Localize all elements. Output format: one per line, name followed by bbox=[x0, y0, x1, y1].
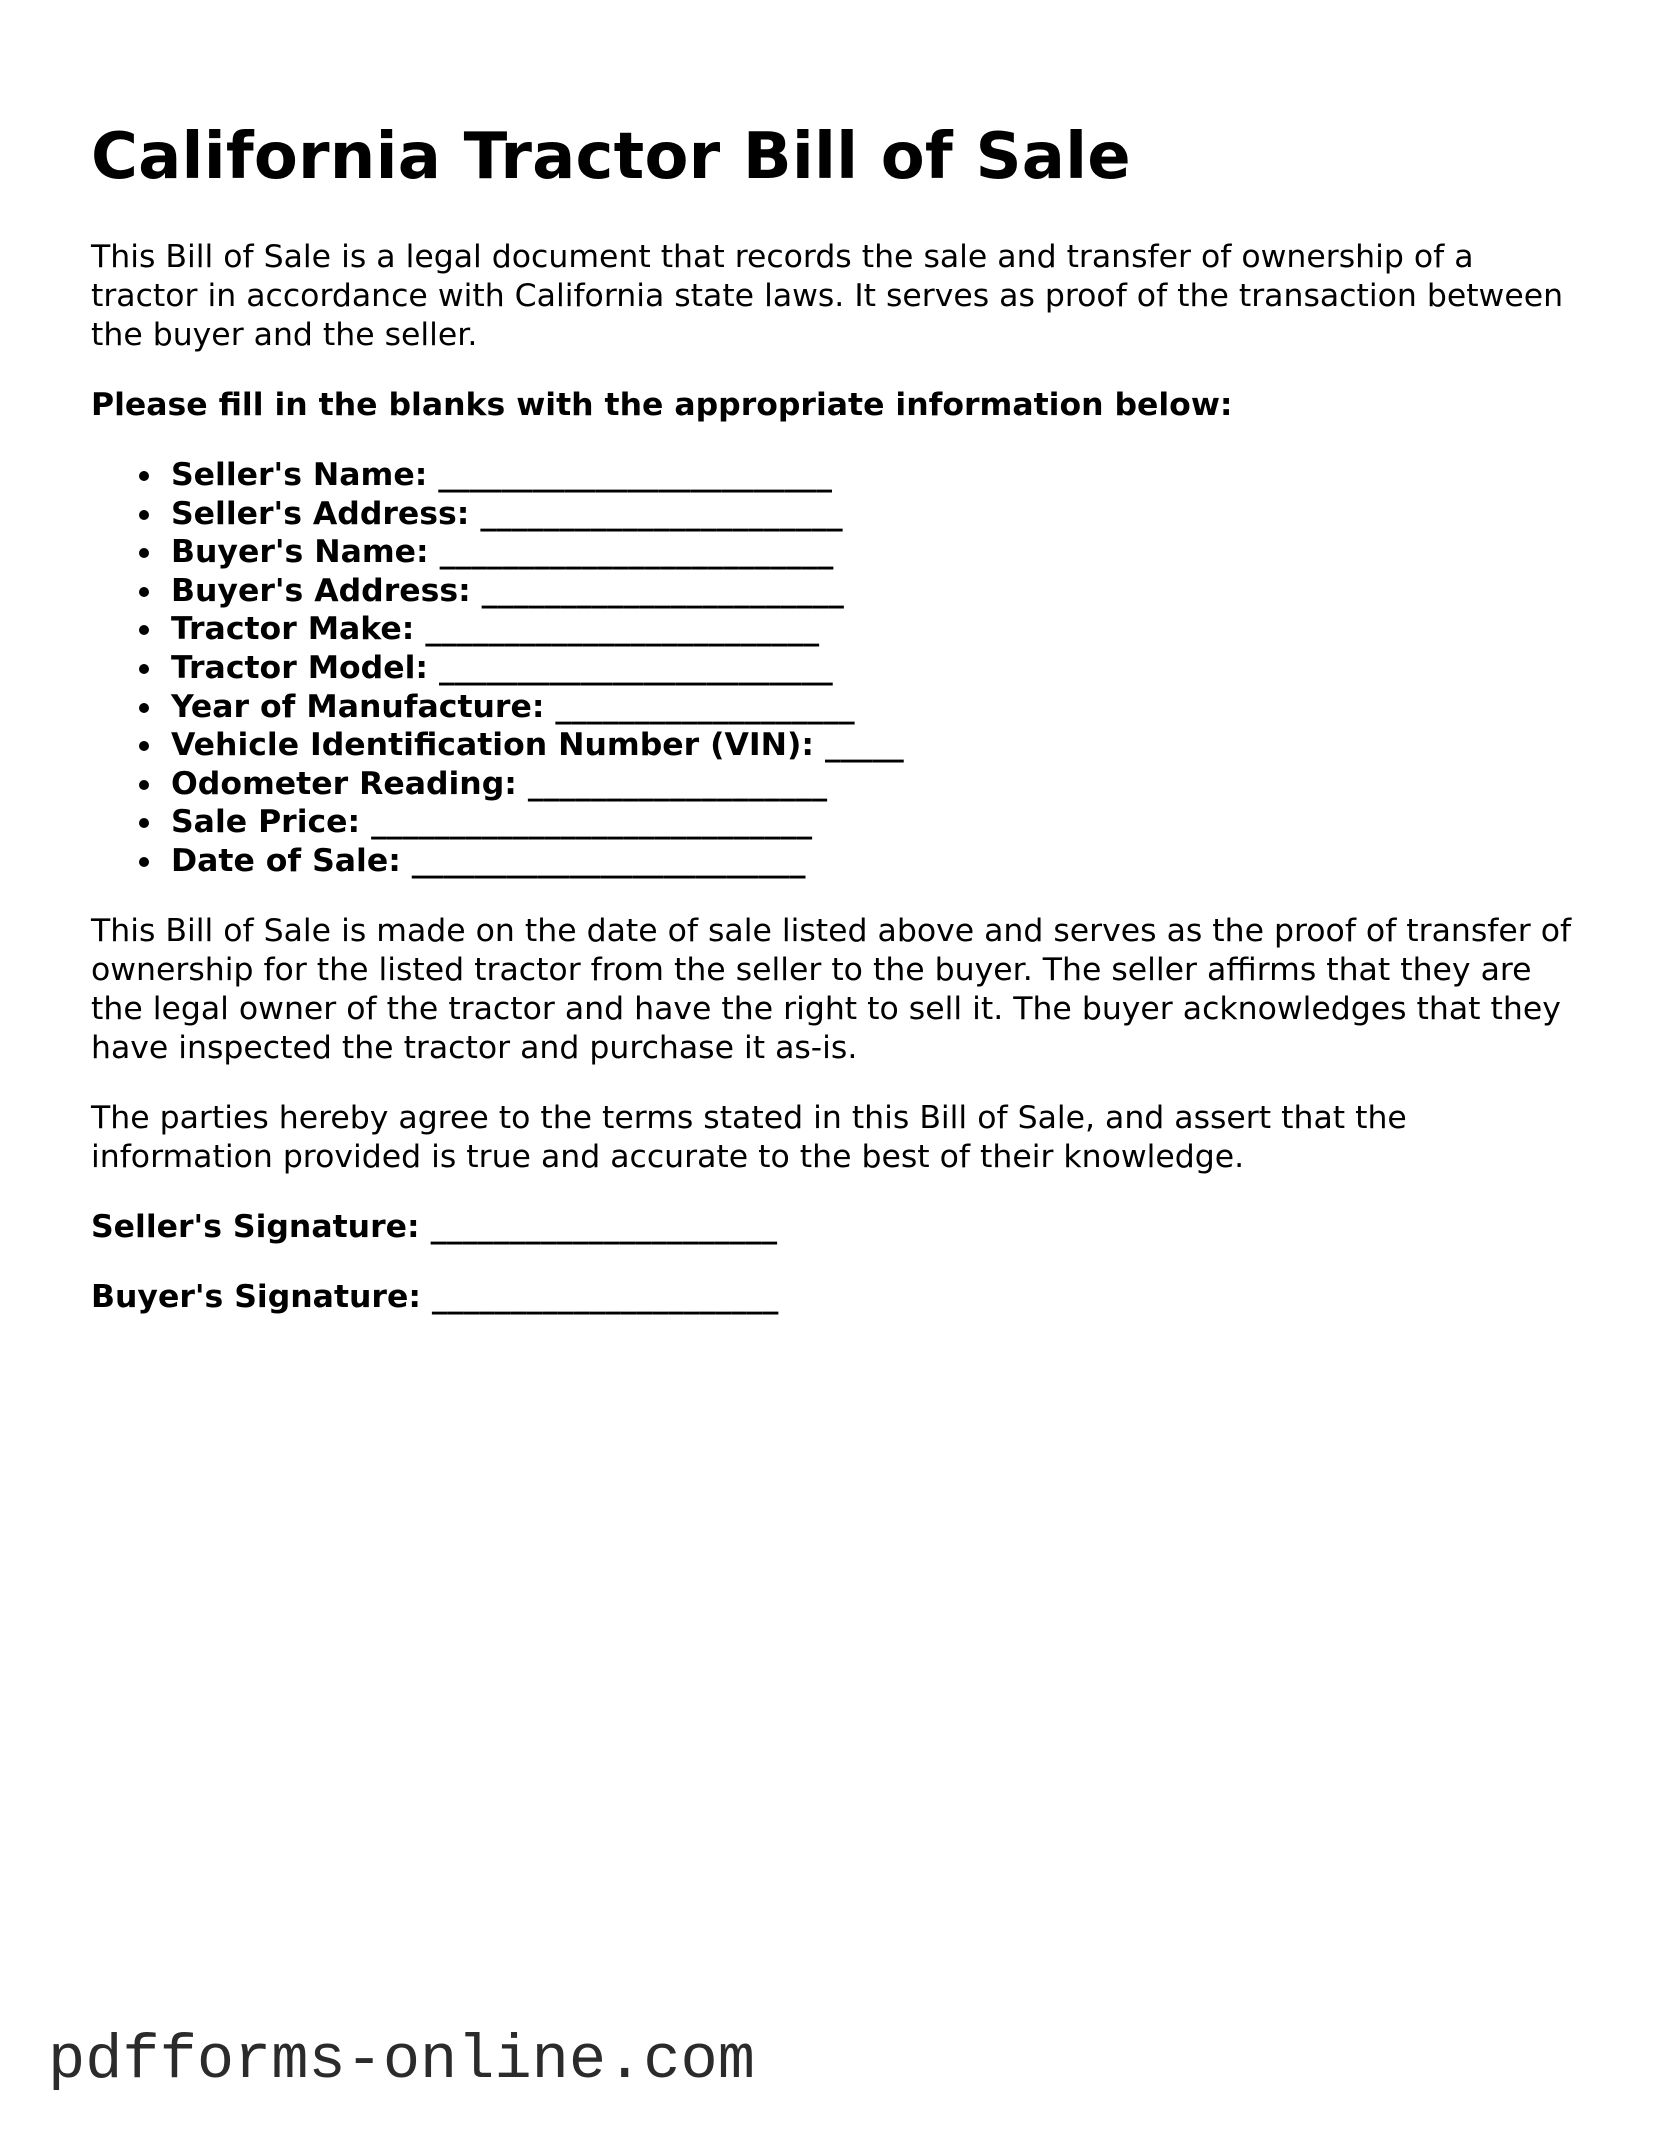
field-blank[interactable]: _________________________ bbox=[425, 611, 820, 648]
field-sale-price bbox=[171, 803, 1581, 842]
field-label: Tractor Make: bbox=[171, 611, 415, 648]
document-page bbox=[91, 118, 1581, 1317]
seller-signature-label: Seller's Signature: bbox=[91, 1208, 420, 1245]
watermark: pdfforms-online.com bbox=[48, 2025, 755, 2096]
field-vin bbox=[171, 726, 1581, 765]
field-odometer-reading bbox=[171, 765, 1581, 804]
field-blank[interactable]: _________________________ bbox=[438, 649, 833, 686]
field-label: Seller's Address: bbox=[171, 495, 470, 532]
agreement-paragraph: The parties hereby agree to the terms stated in this Bill of Sale, and assert that the information provided is true and accurate to the best of their knowledge. bbox=[91, 1099, 1407, 1175]
field-blank[interactable]: ___________________ bbox=[555, 688, 855, 725]
field-list bbox=[91, 456, 1581, 881]
field-tractor-make bbox=[171, 610, 1581, 649]
field-sellers-name bbox=[171, 456, 1581, 495]
buyer-signature-label: Buyer's Signature: bbox=[91, 1278, 421, 1315]
field-date-of-sale bbox=[171, 842, 1581, 881]
field-buyers-address bbox=[171, 572, 1581, 611]
field-blank[interactable]: _________________________ bbox=[411, 842, 806, 879]
field-label: Vehicle Identification Number (VIN): bbox=[171, 727, 814, 764]
field-label: Buyer's Address: bbox=[171, 572, 471, 609]
field-blank[interactable]: _______________________ bbox=[481, 572, 844, 609]
field-blank[interactable]: _______________________ bbox=[480, 495, 843, 532]
seller-signature-blank[interactable]: ______________________ bbox=[430, 1208, 778, 1245]
field-blank[interactable]: _________________________ bbox=[439, 534, 834, 571]
field-blank[interactable]: ___________________ bbox=[527, 765, 828, 802]
field-label: Seller's Name: bbox=[171, 457, 428, 493]
intro-paragraph: This Bill of Sale is a legal document that records the sale and transfer of ownership of a tractor in accordance with California state laws. It serves as proof of the transaction between the buyer and the seller. bbox=[91, 239, 1564, 353]
field-label: Sale Price: bbox=[171, 804, 361, 841]
seller-signature-line bbox=[91, 1208, 1581, 1247]
field-tractor-model bbox=[171, 649, 1581, 688]
field-label: Odometer Reading: bbox=[171, 765, 517, 802]
field-label: Date of Sale: bbox=[171, 842, 401, 879]
buyer-signature-line bbox=[91, 1278, 1581, 1317]
field-label: Year of Manufacture: bbox=[171, 688, 545, 725]
document-title: California Tractor Bill of Sale bbox=[91, 120, 1131, 194]
field-blank[interactable]: _____ bbox=[824, 727, 904, 764]
instructions-text: Please fill in the blanks with the appropriate information below: bbox=[91, 387, 1233, 423]
field-label: Buyer's Name: bbox=[171, 534, 429, 571]
field-year-of-manufacture bbox=[171, 688, 1581, 727]
buyer-signature-blank[interactable]: ______________________ bbox=[431, 1278, 779, 1315]
field-buyers-name bbox=[171, 533, 1581, 572]
field-blank[interactable]: _________________________ bbox=[438, 457, 833, 493]
field-blank[interactable]: ____________________________ bbox=[371, 804, 813, 841]
terms-paragraph: This Bill of Sale is made on the date of sale listed above and serves as the proof of transfer of ownership for the listed tractor from the seller to the buyer. The seller affirms that they are the legal owner of the tractor and have the right to sell it. The buyer acknowledges that they have inspected the tractor and purchase it as-is. bbox=[91, 912, 1572, 1066]
field-label: Tractor Model: bbox=[171, 649, 428, 686]
field-sellers-address bbox=[171, 495, 1581, 534]
